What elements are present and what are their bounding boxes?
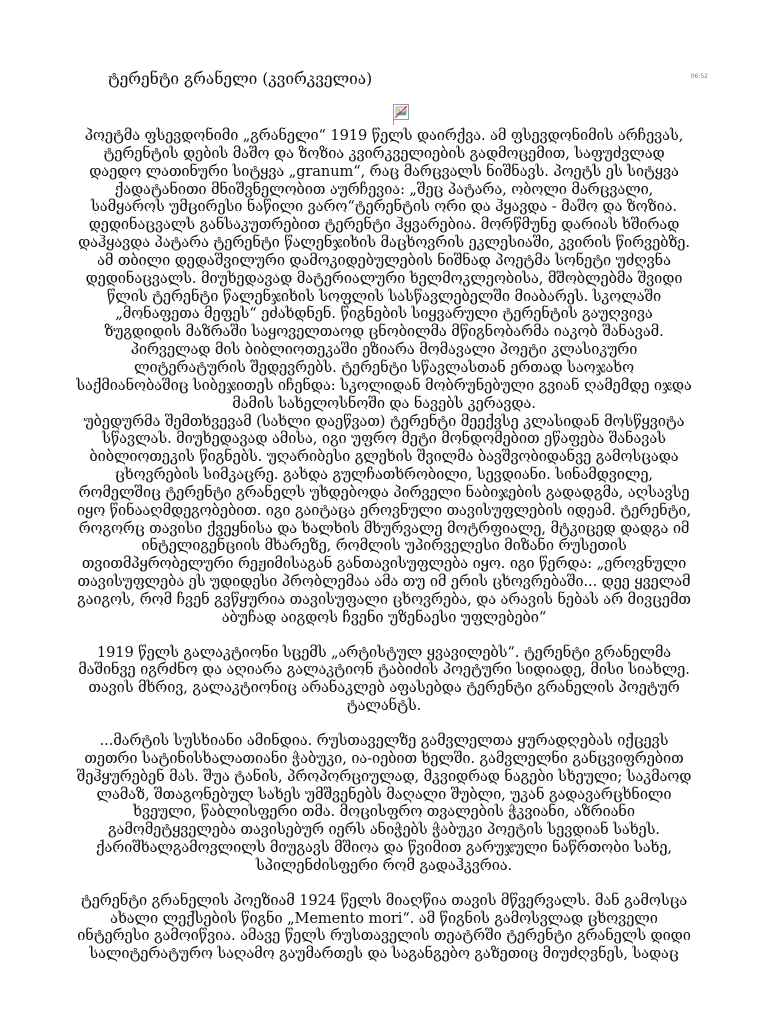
paragraph: უბედურმა შემთხვევამ (სახლი დაეწვათ) ტერენტი მეექვსე კლასიდან მოსწყვიტა სწავლას. მიუხედავად ამისა, იგი უფრო მეტი მონდომებით ეწაფება შანავას ბიბლიოთეკის წიგნებს. უღარიბესი გლეხის შვილმა ბავშვობიდანვე გამოსცადა ცხოვრების სიმკაცრე. გახდა გულჩათხრობილი, სევდიანი. სინამდვილე, რომელშიც ტერენტი გრანელს უხდებოდა პირველი ნაბიჯების გადადგმა, აღსავსე იყო წინააღმდეგობებით. იგი გაიტაცა ეროვნული თავისუფლების იდეამ. ტერენტი, როგორც თავისი ქვეყნისა და ხალხის მხურვალე მოტრფიალე, მტკიცედ დადგა იმ ინტელიგენციის მხარეზე, რომლის უპირველესი მიზანი რუსეთის თვითმპყრობელური რეჟიმისაგან განთავისუფლება იყო. იგი წერდა: „ეროვნული თავისუფლება ეს უდიდესი პრობლემაა ამა თუ იმ ერის ცხოვრებაში... დეე ყველამ გაიგოს, რომ ჩვენ გვწყურია თავისუფალი ცხოვრება, და არავის ნებას არ მივცემთ აბუჩად აიგდოს ჩვენი უზენაესი უფლებები“ — [76, 412, 692, 626]
paragraph: ...მარტის სუსხიანი ამინდია. რუსთაველზე გამვლელთა ყურადღებას იქცევს თეთრი სატინისხალათიანი ჭაბუკი, ია-იებით ხელში. გამვლელნი განცვიფრებით შეჰყურებენ მას. შუა ტანის, პროპორციულად, მკვიდრად ნაგები სხეული; საკმაოდ ლამაზ, შთაგონებულ სახეს უმშვენებს მაღალი შუბლი, უკან გადავარცხნილი ხვეული, წაბლისფერი თმა. მოცისფრო თვალების ჭკვიანი, აზრიანი გამომეტყველება თავისებურ იერს ანიჭებს ჭაბუკი პოეტის სევდიან სახეს. ქარიშხალგამოვლილს მიუგავს მშიოა და წვიმით გარუჯული ნაწრთობი სახე, სპილენძისფერი რომ გადაჰკვრია. — [76, 732, 692, 874]
article-body — [76, 127, 692, 963]
paragraph: პოეტმა ფსევდონიმი „გრანელი“ 1919 წელს დაირქვა. ამ ფსევდონიმის არჩევას, ტერენტის დების მაშო და ზოზია კვირკველიების გადმოცემით, საფუძვლად დაედო ლათინური სიტყვა „granum“, რაც მარცვალს ნიშნავს. პოეტს ეს სიტყვა ქადატანითი მნიშვნელობით აურჩევია: „შეც პატარა, ობოლი მარცვალი, სამყაროს უმცირესი ნაწილი ვარო“ტერენტის ორი და ჰყავდა - მაშო და ზოზია. დედინაცვალს განსაკუთრებით ტერენტი ჰყვარებია. მორწმუნე დარიას ხშირად დაჰყავდა პატარა ტერენტი წალენჯიხის მაცხოვრის ეკლესიაში, კვირის წირვებზე. ამ თბილი დედაშვილური დამოკიდებულების ნიშნად პოეტმა სონეტი უძღვნა დედინაცვალს. მიუხედავად მატერიალური ხელმოკლეობისა, მშობლებმა შვიდი წლის ტერენტი წალენჯიხის სოფლის სასწავლებელში მიაბარეს. სკოლაში „მონაფეთა მეფეს“ ეძახდნენ. წიგნების სიყვარული ტერენტის გაუღვივა ზუგდიდის მაზრაში საყოველთაოდ ცნობილმა მწიგნობარმა იაკობ შანავამ. პირველად მის ბიბლიოთეკაში ეზიარა მომავალი პოეტი კლასიკური ლიტერატურის შედევრებს. ტერენტი სწავლასთან ერთად საოჯახო საქმიანობაშიც სიბეჯითეს იჩენდა: სკოლიდან მობრუნებული გვიან ღამემდე იჯდა მამის სახელოსნოში და ნავებს კერავდა. — [76, 127, 692, 412]
broken-image-icon — [392, 103, 414, 125]
paragraph: 1919 წელს გალაკტიონი სცემს „არტისტულ ყვავილებს“. ტერენტი გრანელმა მაშინვე იგრძნო და აღიარა გალაკტიონ ტაბიძის პოეტური სიდიადე, მისი სიახლე. თავის მხრივ, გალაკტიონიც არანაკლებ აფასებდა ტერენტი გრანელის პოეტურ ტალანტს. — [78, 643, 690, 715]
paragraph: ტერენტი გრანელის პოეზიამ 1924 წელს მიაღწია თავის მწვერვალს. მან გამოსცა ახალი ლექსების წიგნი „Memento mori“. ამ წიგნის გამოსვლად ცხოველი ინტერესი გამოიწვია. ამავე წელს რუსთაველის თეატრში ტერენტი გრანელს დიდი სალიტერატურო საღამო გაუმართეს და საგანგებო გაზეთიც მიუძღვნეს, სადაც — [77, 891, 691, 963]
page-header — [108, 68, 708, 90]
timestamp: 06:52 — [690, 73, 708, 80]
page-title: ტერენტი გრანელი (კვირკველია) — [108, 70, 373, 88]
